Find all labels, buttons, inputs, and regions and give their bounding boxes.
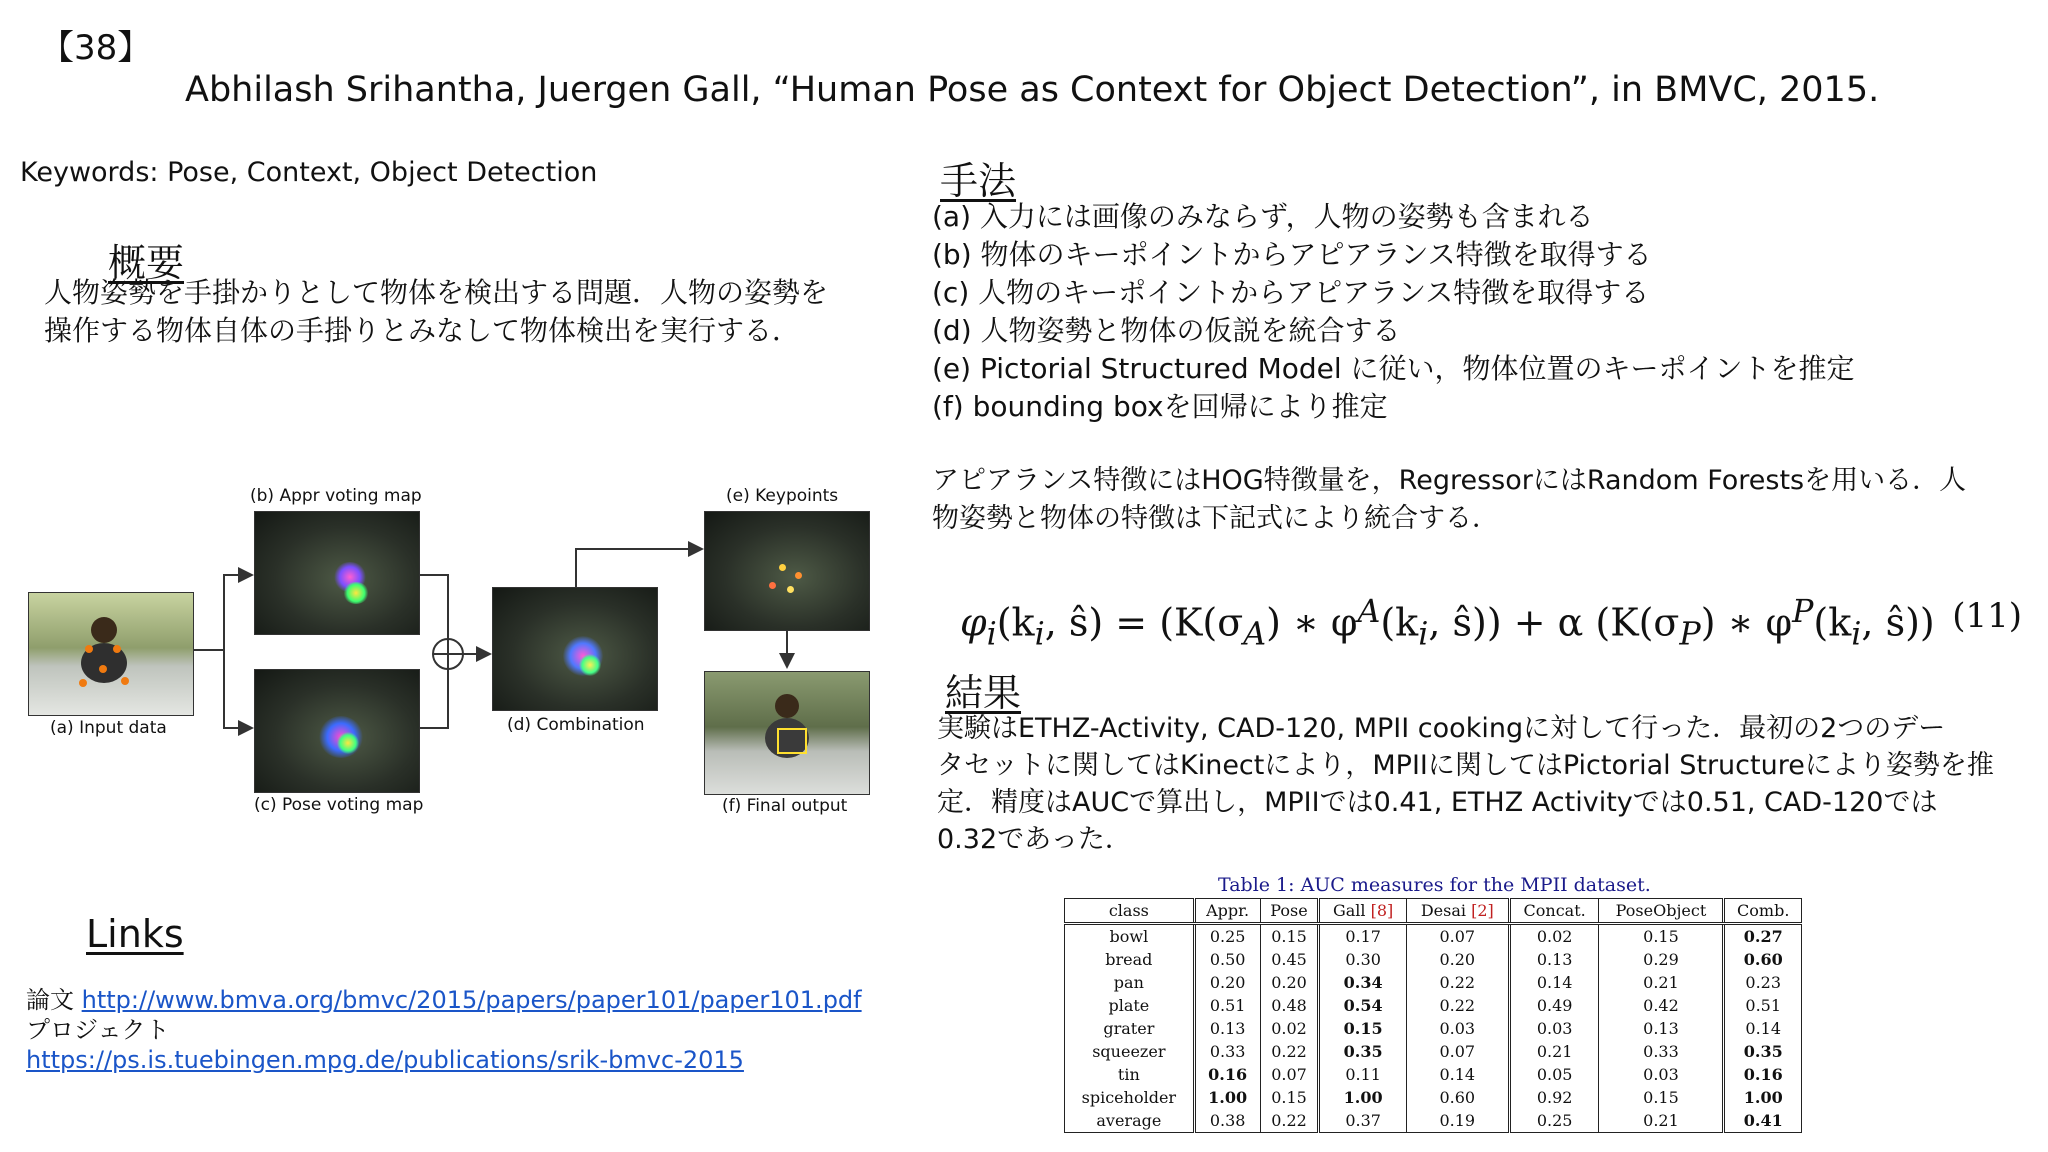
table-cell: 0.37 bbox=[1319, 1109, 1406, 1133]
project-label: プロジェクト bbox=[26, 1016, 170, 1044]
table-cell: 0.51 bbox=[1724, 994, 1802, 1017]
caption-input: (a) Input data bbox=[50, 718, 167, 738]
table-cell: 0.33 bbox=[1194, 1040, 1260, 1063]
table-cell: 0.13 bbox=[1194, 1017, 1260, 1040]
method-step: (e) Pictorial Structured Model に従い，物体位置のキーポイントを推定 bbox=[932, 352, 1855, 385]
table-cell: 0.14 bbox=[1509, 971, 1599, 994]
table-cell: 0.30 bbox=[1319, 948, 1406, 971]
table-cell: 0.03 bbox=[1509, 1017, 1599, 1040]
caption-combination: (d) Combination bbox=[507, 715, 645, 735]
pipeline-figure bbox=[20, 475, 880, 835]
paper-label: 論文 bbox=[26, 986, 82, 1014]
method-step: (b) 物体のキーポイントからアピアランス特徴を取得する bbox=[932, 238, 1652, 271]
table-cell: 0.49 bbox=[1509, 994, 1599, 1017]
results-heading: 結果 bbox=[945, 671, 1022, 715]
table-cell: 0.50 bbox=[1194, 948, 1260, 971]
paper-link[interactable]: http://www.bmva.org/bmvc/2015/papers/paper101/paper101.pdf bbox=[81, 986, 862, 1014]
table-cell: 0.17 bbox=[1319, 924, 1406, 949]
table-cell: 1.00 bbox=[1194, 1086, 1260, 1109]
table-cell: 0.03 bbox=[1406, 1017, 1509, 1040]
project-link[interactable]: https://ps.is.tuebingen.mpg.de/publications/srik-bmvc-2015 bbox=[26, 1046, 744, 1074]
table-cell: 1.00 bbox=[1319, 1086, 1406, 1109]
row-class: bowl bbox=[1065, 924, 1195, 949]
table-cell: 0.22 bbox=[1260, 1109, 1319, 1133]
table-cell: 0.60 bbox=[1724, 948, 1802, 971]
auc-table bbox=[1064, 898, 1802, 1133]
table-cell: 0.45 bbox=[1260, 948, 1319, 971]
links-heading: Links bbox=[86, 912, 184, 956]
heat-blob-icon bbox=[343, 582, 369, 604]
caption-appr: (b) Appr voting map bbox=[250, 486, 422, 506]
table-cell: 0.22 bbox=[1260, 1040, 1319, 1063]
table-cell: 0.13 bbox=[1599, 1017, 1724, 1040]
method-step: (d) 人物姿勢と物体の仮説を統合する bbox=[932, 314, 1401, 347]
table-cell: 0.25 bbox=[1509, 1109, 1599, 1133]
paper-citation: Abhilash Srihantha, Juergen Gall, “Human Pose as Context for Object Detection”, in BMVC, 2015. bbox=[185, 70, 1880, 110]
method-step: (c) 人物のキーポイントからアピアランス特徴を取得する bbox=[932, 276, 1650, 309]
table-cell: 0.29 bbox=[1599, 948, 1724, 971]
table-cell: 0.92 bbox=[1509, 1086, 1599, 1109]
table-cell: 0.14 bbox=[1406, 1063, 1509, 1086]
table-cell: 0.27 bbox=[1724, 924, 1802, 949]
table-header-row bbox=[1065, 899, 1802, 924]
col-header: Desai [2] bbox=[1406, 899, 1509, 924]
table-cell: 0.07 bbox=[1406, 924, 1509, 949]
keypoint-icon bbox=[787, 586, 794, 593]
table-cell: 0.20 bbox=[1194, 971, 1260, 994]
table-row bbox=[1065, 994, 1802, 1017]
results-line: 0.32であった． bbox=[937, 824, 1132, 855]
keypoints-image bbox=[704, 511, 870, 631]
row-class: squeezer bbox=[1065, 1040, 1195, 1063]
table-cell: 0.21 bbox=[1599, 971, 1724, 994]
method-note bbox=[932, 462, 2022, 538]
fusion-equation: $\varphi_i(k_i$, ŝ) = ($K(\sigma_A)$ ∗ $\varphi^A(k_i$, ŝ)) + α ($K(\sigma_P)$ ∗ $\varphi^P(k_i$, ŝ)) bbox=[960, 594, 1935, 653]
table-cell: 0.15 bbox=[1260, 1086, 1319, 1109]
row-class: grater bbox=[1065, 1017, 1195, 1040]
col-header: PoseObject bbox=[1599, 899, 1724, 924]
heat-blob-icon bbox=[579, 654, 601, 676]
heat-blob-icon bbox=[337, 732, 359, 754]
keypoint-icon bbox=[79, 679, 87, 687]
table-cell: 0.16 bbox=[1194, 1063, 1260, 1086]
table-row bbox=[1065, 1086, 1802, 1109]
table-cell: 0.25 bbox=[1194, 924, 1260, 949]
table-cell: 0.34 bbox=[1319, 971, 1406, 994]
table-cell: 0.35 bbox=[1724, 1040, 1802, 1063]
table-row bbox=[1065, 948, 1802, 971]
col-header: class bbox=[1065, 899, 1195, 924]
keypoint-icon bbox=[779, 564, 786, 571]
overview-line: 人物姿勢を手掛かりとして物体を検出する問題．人物の姿勢を bbox=[44, 276, 829, 309]
table-row bbox=[1065, 1040, 1802, 1063]
project-link-row bbox=[26, 1045, 862, 1075]
table-cell: 0.48 bbox=[1260, 994, 1319, 1017]
table-cell: 0.20 bbox=[1406, 948, 1509, 971]
method-step: (a) 入力には画像のみならず，人物の姿勢も含まれる bbox=[932, 200, 1594, 233]
col-header: Comb. bbox=[1724, 899, 1802, 924]
table-cell: 0.21 bbox=[1509, 1040, 1599, 1063]
table-row bbox=[1065, 1017, 1802, 1040]
results-line: 定．精度はAUCで算出し，MPIIでは0.41, ETHZ Activityでは0.51, CAD-120では bbox=[937, 787, 1938, 818]
table-row bbox=[1065, 924, 1802, 949]
row-class: bread bbox=[1065, 948, 1195, 971]
bounding-box-icon bbox=[777, 728, 807, 754]
method-note-line: 物姿勢と物体の特徴は下記式により統合する． bbox=[932, 503, 1499, 534]
table-row bbox=[1065, 1063, 1802, 1086]
keypoint-icon bbox=[85, 645, 93, 653]
method-heading: 手法 bbox=[940, 159, 1017, 203]
table-title: Table 1: AUC measures for the MPII dataset. bbox=[1218, 874, 1651, 896]
table-cell: 0.03 bbox=[1599, 1063, 1724, 1086]
table-cell: 0.21 bbox=[1599, 1109, 1724, 1133]
table-cell: 0.16 bbox=[1724, 1063, 1802, 1086]
method-steps bbox=[932, 198, 1855, 426]
table-cell: 0.60 bbox=[1406, 1086, 1509, 1109]
col-header: Gall [8] bbox=[1319, 899, 1406, 924]
input-image bbox=[28, 592, 194, 716]
keypoint-icon bbox=[121, 677, 129, 685]
col-header: Pose bbox=[1260, 899, 1319, 924]
table-cell: 0.15 bbox=[1599, 1086, 1724, 1109]
row-class: average bbox=[1065, 1109, 1195, 1133]
results-line: 実験はETHZ-Activity, CAD-120, MPII cookingに対して行った．最初の2つのデー bbox=[937, 713, 1946, 744]
table-cell: 0.33 bbox=[1599, 1040, 1724, 1063]
table-cell: 0.20 bbox=[1260, 971, 1319, 994]
col-header: Appr. bbox=[1194, 899, 1260, 924]
table-cell: 0.14 bbox=[1724, 1017, 1802, 1040]
method-step: (f) bounding boxを回帰により推定 bbox=[932, 390, 1388, 423]
row-class: spiceholder bbox=[1065, 1086, 1195, 1109]
table-cell: 0.42 bbox=[1599, 994, 1724, 1017]
row-class: pan bbox=[1065, 971, 1195, 994]
table-cell: 0.51 bbox=[1194, 994, 1260, 1017]
col-header: Concat. bbox=[1509, 899, 1599, 924]
results-line: タセットに関してはKinectにより，MPIIに関してはPictorial Structureにより姿勢を推 bbox=[937, 750, 1994, 781]
appr-voting-map bbox=[254, 511, 420, 635]
row-class: tin bbox=[1065, 1063, 1195, 1086]
table-cell: 0.19 bbox=[1406, 1109, 1509, 1133]
table-row bbox=[1065, 1109, 1802, 1133]
pose-voting-map bbox=[254, 669, 420, 793]
table-cell: 0.22 bbox=[1406, 971, 1509, 994]
links-block bbox=[26, 985, 862, 1075]
table-cell: 0.05 bbox=[1509, 1063, 1599, 1086]
overview-line: 操作する物体自体の手掛りとみなして物体検出を実行する． bbox=[44, 314, 801, 347]
caption-keypoints: (e) Keypoints bbox=[726, 486, 839, 506]
row-class: plate bbox=[1065, 994, 1195, 1017]
keypoint-icon bbox=[99, 665, 107, 673]
table-cell: 0.54 bbox=[1319, 994, 1406, 1017]
keypoint-icon bbox=[113, 645, 121, 653]
table-cell: 0.22 bbox=[1406, 994, 1509, 1017]
table-cell: 0.02 bbox=[1260, 1017, 1319, 1040]
caption-pose: (c) Pose voting map bbox=[254, 795, 424, 815]
person-head-icon bbox=[91, 617, 117, 643]
table-row bbox=[1065, 971, 1802, 994]
table-cell: 0.41 bbox=[1724, 1109, 1802, 1133]
keypoint-icon bbox=[795, 572, 802, 579]
table-cell: 0.11 bbox=[1319, 1063, 1406, 1086]
equation-number: (11) bbox=[1952, 596, 2022, 636]
overview-heading: 概要 bbox=[108, 241, 185, 285]
keypoint-icon bbox=[769, 582, 776, 589]
table-cell: 0.38 bbox=[1194, 1109, 1260, 1133]
paper-link-row bbox=[26, 985, 862, 1015]
table-cell: 0.13 bbox=[1509, 948, 1599, 971]
table-cell: 0.15 bbox=[1599, 924, 1724, 949]
person-head-icon bbox=[775, 694, 799, 718]
keywords: Keywords: Pose, Context, Object Detection bbox=[20, 157, 598, 188]
slide-number: 【38】 bbox=[40, 28, 152, 68]
table-cell: 0.15 bbox=[1319, 1017, 1406, 1040]
table-cell: 0.02 bbox=[1509, 924, 1599, 949]
table-cell: 0.07 bbox=[1406, 1040, 1509, 1063]
combination-map bbox=[492, 587, 658, 711]
final-output-image bbox=[704, 671, 870, 795]
table-cell: 0.23 bbox=[1724, 971, 1802, 994]
table-cell: 0.07 bbox=[1260, 1063, 1319, 1086]
caption-final: (f) Final output bbox=[722, 796, 848, 816]
method-note-line: アピアランス特徴にはHOG特徴量を，RegressorにはRandom Forestsを用いる．人 bbox=[932, 465, 1967, 496]
results-text bbox=[937, 710, 2027, 858]
overview-text bbox=[44, 274, 884, 350]
table-cell: 1.00 bbox=[1724, 1086, 1802, 1109]
table-cell: 0.35 bbox=[1319, 1040, 1406, 1063]
table-cell: 0.15 bbox=[1260, 924, 1319, 949]
